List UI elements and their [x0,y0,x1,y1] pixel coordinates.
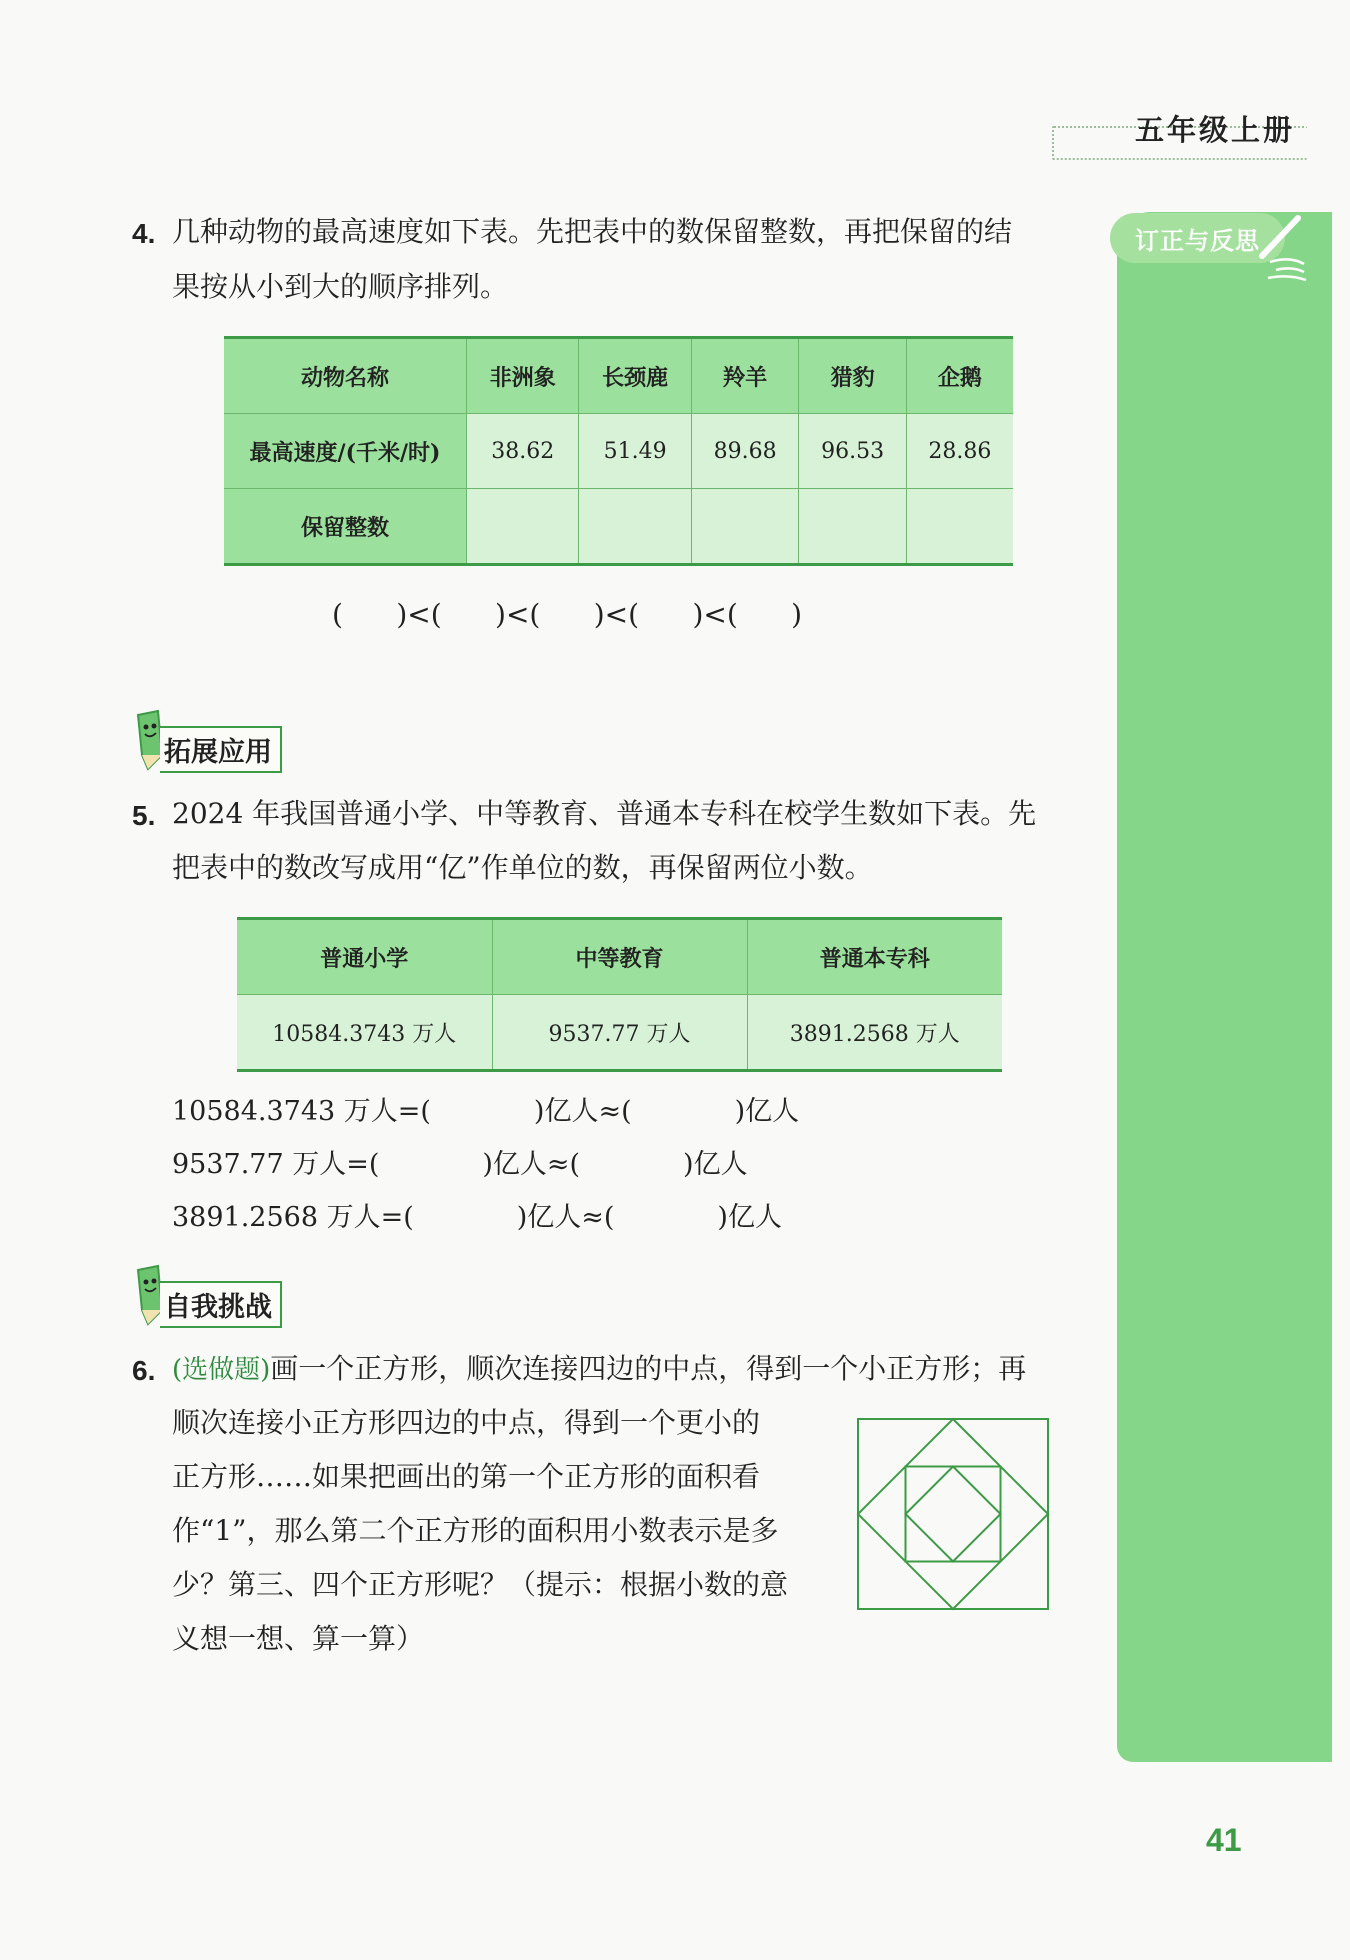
rounded-answer-cell[interactable] [799,489,906,565]
q5-number: 5. [132,800,156,831]
count-cell: 3891.2568 万人 [747,995,1002,1071]
category-header: 中等教育 [492,919,747,995]
q6-text-line2: 顺次连接小正方形四边的中点，得到一个更小的 [172,1406,761,1439]
conversion-line-2[interactable]: 9537.77 万人=( )亿人≈( )亿人 [172,1149,748,1180]
q6-text-line6: 义想一想、算一算） [172,1622,425,1655]
student-count-table [237,917,1002,1072]
q6-number: 6. [132,1355,156,1386]
animal-cell: 猎豹 [799,338,906,414]
section-challenge-label: 自我挑战 [160,1281,282,1328]
speed-cell: 28.86 [906,414,1013,489]
square-4 [906,1467,1001,1562]
q4-text-line1: 几种动物的最高速度如下表。先把表中的数保留整数，再把保留的结 [172,215,1013,248]
order-answer-row[interactable]: ( )<( )<( )<( )<( ) [332,598,803,631]
conversion-line-1[interactable]: 10584.3743 万人=( )亿人≈( )亿人 [172,1096,800,1127]
animal-speed-table [224,336,1013,566]
q6-text-line3: 正方形……如果把画出的第一个正方形的面积看 [172,1460,761,1493]
page-number: 41 [1206,1822,1242,1858]
grade-label: 五年级上册 [1134,113,1295,147]
square-1 [858,1419,1048,1609]
animal-cell: 企鹅 [906,338,1013,414]
animal-cell: 长颈鹿 [579,338,691,414]
section-expand-label: 拓展应用 [160,726,282,773]
speed-cell: 89.68 [691,414,798,489]
row-header-rounded: 保留整数 [224,489,467,565]
rounded-answer-cell[interactable] [579,489,691,565]
rounded-answer-cell[interactable] [906,489,1013,565]
q6-text-line5: 少？第三、四个正方形呢？（提示：根据小数的意 [172,1568,789,1601]
section-expand [132,707,282,773]
row-header-animal: 动物名称 [224,338,467,414]
pen-icon [1250,212,1310,282]
correction-panel [1117,212,1332,1762]
q5-text-line1: 2024 年我国普通小学、中等教育、普通本专科在校学生数如下表。先 [172,797,1037,830]
speed-cell: 51.49 [579,414,691,489]
correction-tag: 订正与反思 [1110,213,1285,263]
nested-squares-figure [856,1417,1050,1611]
q4-number: 4. [132,218,156,249]
q6-text-line4: 作“1”，那么第二个正方形的面积用小数表示是多 [172,1514,779,1547]
count-cell: 9537.77 万人 [492,995,747,1071]
q4-text-line2: 果按从小到大的顺序排列。 [172,270,509,303]
q6-line1-text: 画一个正方形，顺次连接四边的中点，得到一个小正方形；再 [270,1352,1027,1385]
square-2 [858,1419,1048,1609]
square-3 [906,1467,1001,1562]
animal-cell: 非洲象 [467,338,579,414]
section-challenge [132,1262,282,1328]
rounded-answer-cell[interactable] [467,489,579,565]
count-cell: 10584.3743 万人 [237,995,492,1071]
optional-tag: (选做题) [172,1355,271,1385]
category-header: 普通小学 [237,919,492,995]
rounded-answer-cell[interactable] [691,489,798,565]
speed-cell: 96.53 [799,414,906,489]
conversion-line-3[interactable]: 3891.2568 万人=( )亿人≈( )亿人 [172,1202,782,1233]
animal-cell: 羚羊 [691,338,798,414]
category-header: 普通本专科 [747,919,1002,995]
speed-cell: 38.62 [467,414,579,489]
q5-text-line2: 把表中的数改写成用“亿”作单位的数，再保留两位小数。 [172,851,873,884]
q6-text-line1 [172,1349,1026,1388]
row-header-speed: 最高速度/(千米/时) [224,414,467,489]
